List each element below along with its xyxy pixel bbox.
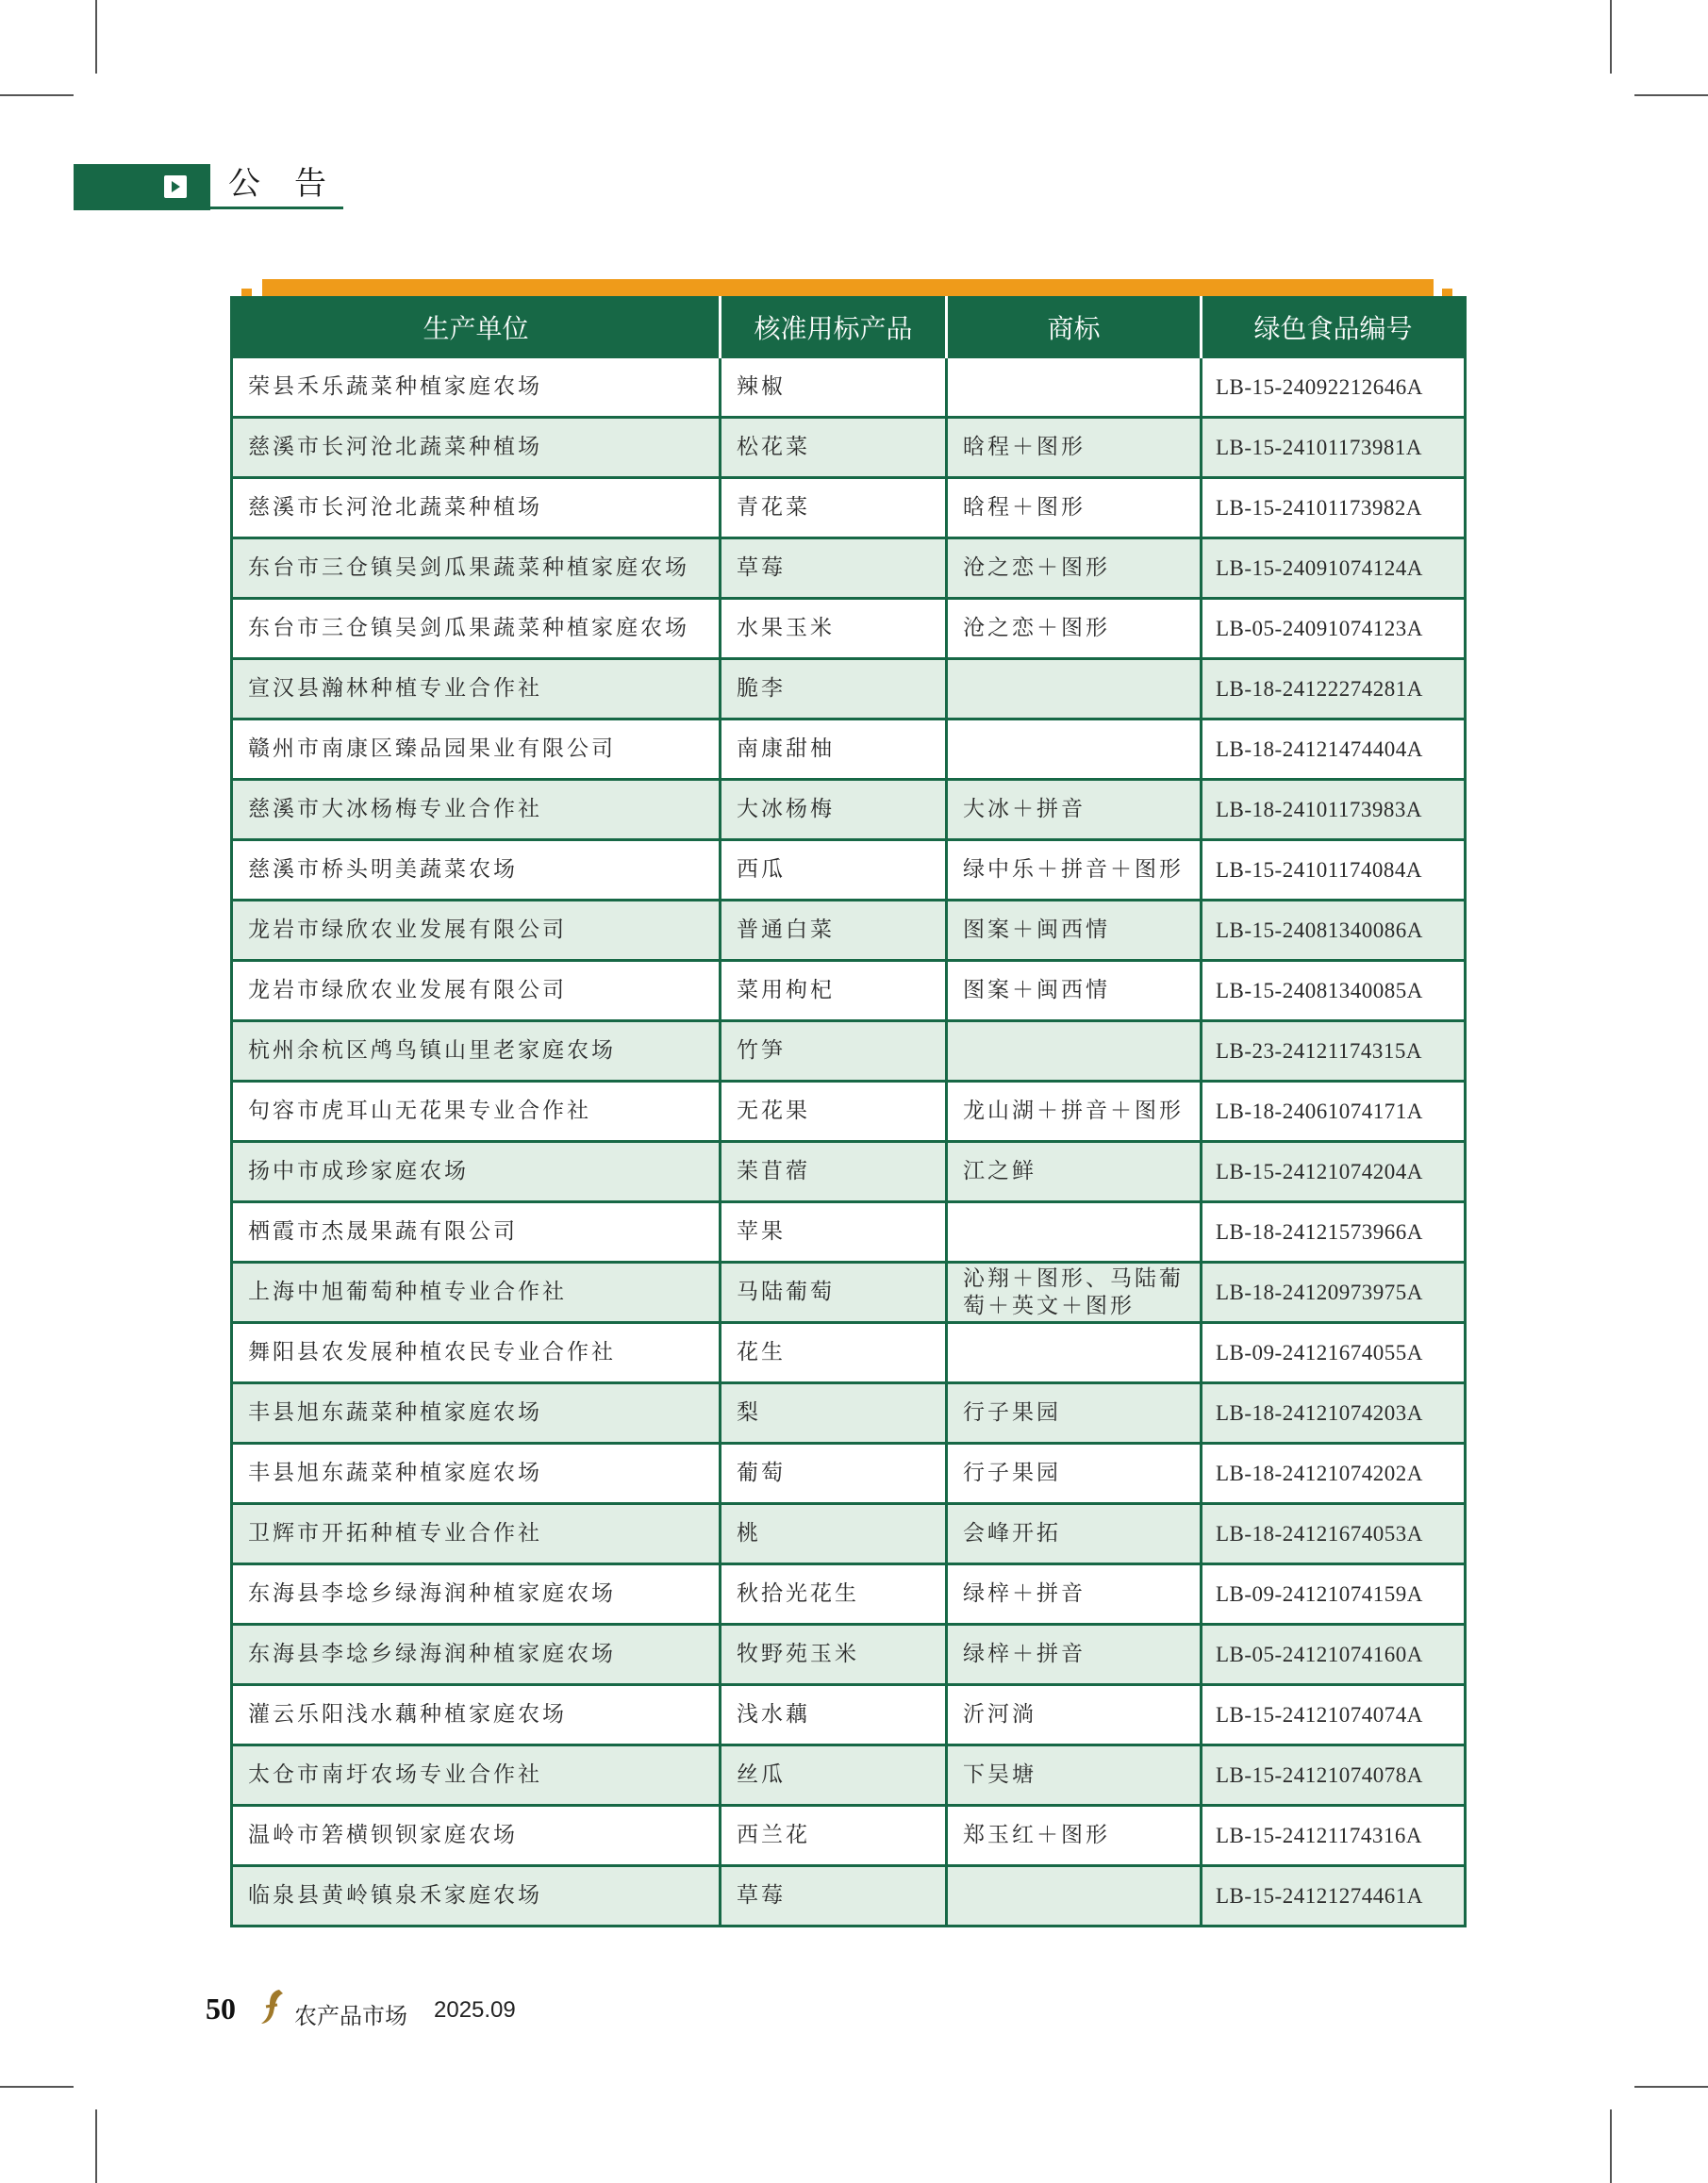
cell-code: LB-15-24121074078A [1202,1745,1466,1806]
cell-trademark: 绿梓＋拼音 [947,1564,1202,1625]
cell-product: 无花果 [721,1082,947,1142]
cell-producer: 丰县旭东蔬菜种植家庭农场 [232,1383,721,1444]
crop-mark [0,2086,74,2088]
crop-mark [1610,0,1612,74]
cell-product: 西瓜 [721,840,947,901]
cell-product: 大冰杨梅 [721,780,947,840]
cell-trademark: 行子果园 [947,1383,1202,1444]
cell-code: LB-05-24121074160A [1202,1625,1466,1685]
cell-code: LB-15-24121074074A [1202,1685,1466,1745]
cell-code: LB-15-24121274461A [1202,1866,1466,1927]
cell-trademark: 晗程＋图形 [947,418,1202,478]
cell-code: LB-15-24092212646A [1202,357,1466,418]
cell-trademark: 沧之恋＋图形 [947,538,1202,599]
cell-code: LB-15-24091074124A [1202,538,1466,599]
cell-code: LB-15-24121074204A [1202,1142,1466,1202]
table-row [232,1142,1466,1202]
cell-trademark: 龙山湖＋拼音＋图形 [947,1082,1202,1142]
crop-mark [1634,2086,1708,2088]
table-row [232,1745,1466,1806]
table-row [232,961,1466,1021]
table-row [232,659,1466,719]
cell-producer: 龙岩市绿欣农业发展有限公司 [232,901,721,961]
cell-trademark: 图案＋闽西情 [947,901,1202,961]
table-row [232,357,1466,418]
cell-producer: 栖霞市杰晟果蔬有限公司 [232,1202,721,1263]
table-row [232,1021,1466,1082]
cell-trademark [947,1866,1202,1927]
cell-producer: 慈溪市长河沧北蔬菜种植场 [232,478,721,538]
cell-producer: 太仓市南圩农场专业合作社 [232,1745,721,1806]
cell-trademark: 沂河淌 [947,1685,1202,1745]
magazine-name: 农产品市场 [294,2003,407,2029]
cell-producer: 东海县李埝乡绿海润种植家庭农场 [232,1625,721,1685]
cell-product: 南康甜柚 [721,719,947,780]
section-title-underline [209,207,343,209]
cell-trademark [947,1021,1202,1082]
cell-code: LB-15-24081340086A [1202,901,1466,961]
cell-trademark [947,719,1202,780]
crop-mark [95,0,97,74]
table-row [232,1263,1466,1323]
table-row [232,780,1466,840]
cell-producer: 东台市三仓镇吴剑瓜果蔬菜种植家庭农场 [232,599,721,659]
table-row [232,1444,1466,1504]
cell-producer: 宣汉县瀚林种植专业合作社 [232,659,721,719]
cell-producer: 慈溪市长河沧北蔬菜种植场 [232,418,721,478]
section-title: 公告 [228,165,360,203]
cell-product: 普通白菜 [721,901,947,961]
play-arrow-icon [164,175,187,198]
cell-trademark: 行子果园 [947,1444,1202,1504]
table-row [232,538,1466,599]
crop-mark [95,2109,97,2183]
cell-product: 花生 [721,1323,947,1383]
header-producer: 生产单位 [232,298,721,357]
cell-producer: 灌云乐阳浅水藕种植家庭农场 [232,1685,721,1745]
header-code: 绿色食品编号 [1202,298,1466,357]
cell-product: 西兰花 [721,1806,947,1866]
cell-trademark: 江之鲜 [947,1142,1202,1202]
cell-trademark: 下吴塘 [947,1745,1202,1806]
cell-trademark: 沧之恋＋图形 [947,599,1202,659]
table-row [232,1082,1466,1142]
table-row [232,1866,1466,1927]
cell-producer: 丰县旭东蔬菜种植家庭农场 [232,1444,721,1504]
cell-trademark: 大冰＋拼音 [947,780,1202,840]
cell-producer: 慈溪市桥头明美蔬菜农场 [232,840,721,901]
cell-code: LB-18-24101173983A [1202,780,1466,840]
table-row [232,1685,1466,1745]
cell-product: 松花菜 [721,418,947,478]
cell-product: 青花菜 [721,478,947,538]
cell-code: LB-18-24121674053A [1202,1504,1466,1564]
cell-product: 桃 [721,1504,947,1564]
cell-code: LB-18-24121474404A [1202,719,1466,780]
table-row [232,478,1466,538]
page-number: 50 [206,1992,236,2026]
section-header-divider [206,164,210,210]
magazine-logo-icon [258,1988,285,2026]
cell-product: 苿苜蓿 [721,1142,947,1202]
cell-product: 草莓 [721,538,947,599]
cell-trademark: 绿梓＋拼音 [947,1625,1202,1685]
cell-trademark [947,1202,1202,1263]
cell-product: 牧野苑玉米 [721,1625,947,1685]
cell-producer: 卫辉市开拓种植专业合作社 [232,1504,721,1564]
cell-trademark [947,659,1202,719]
cell-code: LB-15-24081340085A [1202,961,1466,1021]
cell-product: 秋拾光花生 [721,1564,947,1625]
cell-code: LB-18-24120973975A [1202,1263,1466,1323]
cell-code: LB-15-24101173981A [1202,418,1466,478]
cell-trademark: 沁翔＋图形、马陆葡萄＋英文＋图形 [947,1263,1202,1323]
crop-mark [1610,2109,1612,2183]
cell-trademark [947,1323,1202,1383]
cell-product: 梨 [721,1383,947,1444]
table-row [232,1625,1466,1685]
cell-product: 葡萄 [721,1444,947,1504]
cell-product: 草莓 [721,1866,947,1927]
cell-product: 苹果 [721,1202,947,1263]
table-row [232,901,1466,961]
table-row [232,1564,1466,1625]
crop-mark [1634,94,1708,96]
cell-producer: 龙岩市绿欣农业发展有限公司 [232,961,721,1021]
cell-producer: 慈溪市大冰杨梅专业合作社 [232,780,721,840]
table-row [232,1202,1466,1263]
table-row [232,840,1466,901]
cell-code: LB-18-24122274281A [1202,659,1466,719]
header-trademark: 商标 [947,298,1202,357]
cell-product: 马陆葡萄 [721,1263,947,1323]
table-row [232,599,1466,659]
cell-trademark: 图案＋闽西情 [947,961,1202,1021]
cell-producer: 句容市虎耳山无花果专业合作社 [232,1082,721,1142]
cell-trademark: 郑玉红＋图形 [947,1806,1202,1866]
cell-code: LB-15-24121174316A [1202,1806,1466,1866]
cell-producer: 荣县禾乐蔬菜种植家庭农场 [232,357,721,418]
certification-table [230,296,1467,1927]
table-header-row [232,298,1466,357]
table-accent-bar [262,279,1434,296]
cell-code: LB-18-24121074203A [1202,1383,1466,1444]
cell-code: LB-15-24101173982A [1202,478,1466,538]
cell-producer: 舞阳县农发展种植农民专业合作社 [232,1323,721,1383]
table-row [232,418,1466,478]
cell-code: LB-15-24101174084A [1202,840,1466,901]
cell-trademark [947,357,1202,418]
cell-product: 脆李 [721,659,947,719]
table-body [232,357,1466,1927]
cell-product: 丝瓜 [721,1745,947,1806]
cell-product: 菜用枸杞 [721,961,947,1021]
cell-producer: 扬中市成珍家庭农场 [232,1142,721,1202]
table-row [232,719,1466,780]
cell-code: LB-18-24121573966A [1202,1202,1466,1263]
cell-code: LB-18-24061074171A [1202,1082,1466,1142]
cell-product: 竹笋 [721,1021,947,1082]
cell-producer: 赣州市南康区臻品园果业有限公司 [232,719,721,780]
cell-producer: 临泉县黄岭镇泉禾家庭农场 [232,1866,721,1927]
crop-mark [0,94,74,96]
cell-producer: 东海县李埝乡绿海润种植家庭农场 [232,1564,721,1625]
cell-producer: 上海中旭葡萄种植专业合作社 [232,1263,721,1323]
cell-code: LB-09-24121074159A [1202,1564,1466,1625]
issue-date: 2025.09 [434,1997,516,2023]
cell-trademark: 晗程＋图形 [947,478,1202,538]
cell-producer: 杭州余杭区鸬鸟镇山里老家庭农场 [232,1021,721,1082]
cell-product: 辣椒 [721,357,947,418]
table-row [232,1383,1466,1444]
table-row [232,1504,1466,1564]
table-row [232,1323,1466,1383]
cell-code: LB-09-24121674055A [1202,1323,1466,1383]
cell-code: LB-05-24091074123A [1202,599,1466,659]
header-product: 核准用标产品 [721,298,947,357]
cell-product: 水果玉米 [721,599,947,659]
cell-code: LB-23-24121174315A [1202,1021,1466,1082]
cell-producer: 温岭市箬横钡钡家庭农场 [232,1806,721,1866]
cell-code: LB-18-24121074202A [1202,1444,1466,1504]
cell-trademark: 会峰开拓 [947,1504,1202,1564]
cell-trademark: 绿中乐＋拼音＋图形 [947,840,1202,901]
cell-producer: 东台市三仓镇吴剑瓜果蔬菜种植家庭农场 [232,538,721,599]
cell-product: 浅水藕 [721,1685,947,1745]
table-row [232,1806,1466,1866]
